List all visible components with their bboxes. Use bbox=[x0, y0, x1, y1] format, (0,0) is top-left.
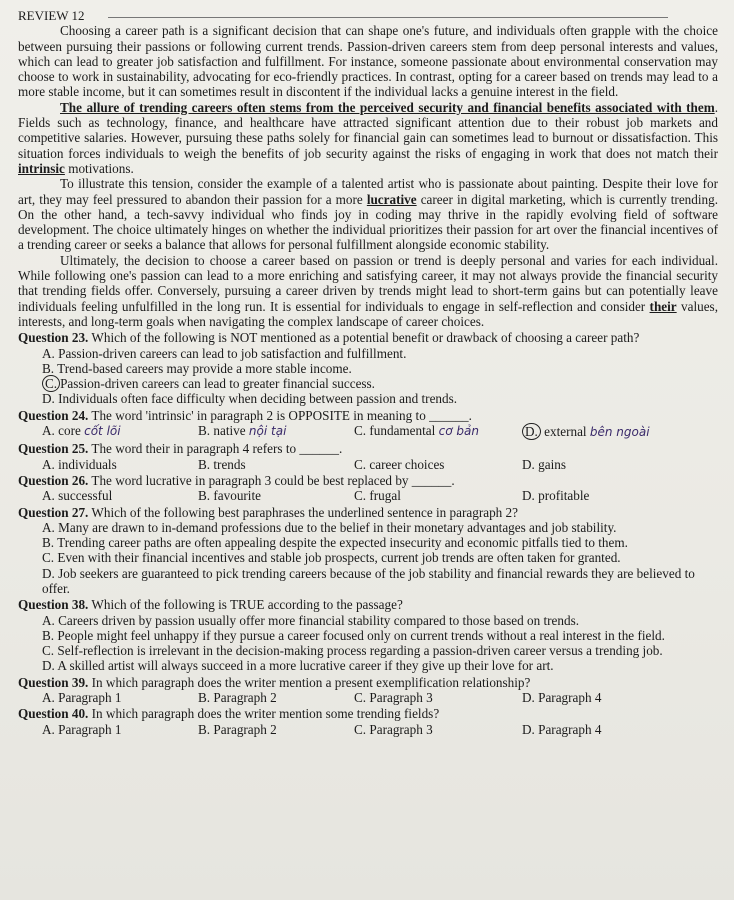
reading-passage bbox=[18, 23, 718, 329]
option-a[interactable]: A. Paragraph 1 bbox=[42, 690, 122, 706]
question-text: The word their in paragraph 4 refers to ______. bbox=[88, 441, 343, 457]
option-a[interactable]: A. successful bbox=[42, 488, 113, 504]
option-c[interactable] bbox=[18, 376, 718, 391]
question-number: Question 24. bbox=[18, 407, 89, 423]
option-a[interactable]: A. individuals bbox=[42, 456, 117, 472]
option-a[interactable] bbox=[42, 423, 198, 440]
question-26 bbox=[18, 473, 718, 504]
option-a[interactable]: A. Paragraph 1 bbox=[42, 721, 122, 737]
option-c[interactable]: C. Paragraph 3 bbox=[354, 690, 433, 706]
question-number: Question 27. bbox=[18, 504, 89, 520]
option-b[interactable]: B. favourite bbox=[198, 488, 261, 504]
options-row bbox=[18, 457, 718, 472]
option-b[interactable]: B. Trending career paths are often appealing despite the expected insecurity and economic pitfalls tied to them. bbox=[42, 535, 628, 551]
handwritten-note: nội tại bbox=[248, 424, 287, 439]
options-row bbox=[18, 423, 718, 440]
handwritten-note: bên ngoài bbox=[589, 425, 650, 440]
paragraph-4 bbox=[18, 253, 718, 329]
page-header bbox=[18, 8, 718, 23]
question-25 bbox=[18, 441, 718, 472]
option-d[interactable]: D. Job seekers are guaranteed to pick trending careers because of the job stability and financial rewards they are believed to offer. bbox=[42, 565, 695, 596]
paragraph-2-text: . Fields such as technology, finance, and healthcare have attracted significant attention due to their robust job markets and competitive salaries. However, pursuing these paths solely for financial gain can sometimes lead to burnout or dissatisfaction. This situation forces individuals to weigh the benefits of job security against the risks of engaging in work that does not match their bbox=[18, 99, 718, 161]
question-text: The word 'intrinsic' in paragraph 2 is OPPOSITE in meaning to ______. bbox=[88, 407, 472, 423]
question-number: Question 40. bbox=[18, 706, 89, 722]
page-title: REVIEW 12 bbox=[18, 8, 85, 23]
option-d[interactable] bbox=[522, 423, 650, 440]
option-c[interactable]: C. career choices bbox=[354, 456, 445, 472]
options-row bbox=[18, 690, 718, 705]
question-27 bbox=[18, 505, 718, 597]
option-a[interactable]: A. Many are drawn to in-demand professions due to the belief in their monetary advantages and job stability. bbox=[42, 519, 617, 535]
option-a[interactable]: A. Passion-driven careers can lead to job satisfaction and fulfillment. bbox=[42, 345, 407, 361]
underlined-sentence: The allure of trending careers often stems from the perceived security and financial benefits associated with them bbox=[60, 99, 715, 115]
question-text: Which of the following is TRUE according to the passage? bbox=[88, 597, 403, 613]
question-24 bbox=[18, 408, 718, 441]
circled-answer-mark: D. bbox=[522, 423, 541, 440]
option-a-text: A. core bbox=[42, 423, 81, 439]
question-38 bbox=[18, 597, 718, 673]
option-d-text: external bbox=[544, 424, 587, 440]
paragraph-4-text: Ultimately, the decision to choose a career based on passion or trend is deeply personal and varies for each individual. While following one's passion can lead to a more enriching and satisfying career, it may not always provide the financial security that trending fields offer. Conversely, pursuing a career driven by trends might lead to short-term gains but can potentially leave individuals feeling unfulfilled in the long run. It is essential for individuals to engage in self-reflection and consider bbox=[18, 252, 718, 314]
word-lucrative: lucrative bbox=[366, 191, 417, 207]
question-23 bbox=[18, 330, 718, 406]
paragraph-3 bbox=[18, 176, 718, 252]
question-number: Question 25. bbox=[18, 441, 89, 457]
option-c-text: Passion-driven careers can lead to greater financial success. bbox=[60, 376, 375, 392]
question-number: Question 38. bbox=[18, 597, 89, 613]
handwritten-note: cốt lõi bbox=[84, 424, 121, 439]
question-text: Which of the following is NOT mentioned as a potential benefit or drawback of choosing a career path? bbox=[88, 330, 640, 346]
option-c[interactable]: C. Even with their financial incentives and stable job prospects, current job trends are often taken for granted. bbox=[42, 550, 621, 566]
option-d[interactable]: D. Paragraph 4 bbox=[522, 721, 602, 737]
option-c[interactable]: C. Paragraph 3 bbox=[354, 721, 433, 737]
option-a[interactable]: A. Careers driven by passion usually offer more financial stability compared to those based on trends. bbox=[42, 612, 580, 628]
paragraph-4-end: values, interests, and long-term goals when navigating the complex landscape of career choices. bbox=[18, 298, 718, 329]
option-d[interactable]: D. A skilled artist will always succeed in a more lucrative career if they give up their love for art. bbox=[42, 658, 554, 674]
option-d[interactable]: D. Paragraph 4 bbox=[522, 690, 602, 706]
question-number: Question 26. bbox=[18, 472, 89, 488]
option-b[interactable] bbox=[198, 423, 354, 440]
question-text: Which of the following best paraphrases the underlined sentence in paragraph 2? bbox=[88, 504, 519, 520]
paragraph-1: Choosing a career path is a significant decision that can shape one's future, and individuals often grapple with the choice between pursuing their passions or following current trends. Passion-driven careers stem from deep personal interests and values, which can lead to greater job satisfaction and fulfillment. For instance, someone passionate about environmental conservation may choose to work in sustainability, advocating for eco-friendly practices. In contrast, opting for a career based on trends may lead to a more stable income, but it can sometimes result in discontent if the individual lacks a genuine interest in the field. bbox=[18, 23, 718, 100]
paragraph-2-end: motivations. bbox=[64, 160, 134, 176]
option-c[interactable]: C. frugal bbox=[354, 488, 401, 504]
option-d[interactable]: D. Individuals often face difficulty when deciding between passion and trends. bbox=[42, 391, 458, 407]
question-text: In which paragraph does the writer mention some trending fields? bbox=[88, 706, 440, 722]
option-b[interactable]: B. Paragraph 2 bbox=[198, 690, 277, 706]
header-rule bbox=[108, 17, 668, 18]
options-row bbox=[18, 488, 718, 503]
option-b[interactable]: B. People might feel unhappy if they pursue a career focused only on current trends without a real interest in the field. bbox=[42, 627, 665, 643]
option-b[interactable]: B. Trend-based careers may provide a more stable income. bbox=[42, 360, 352, 376]
circled-answer-mark: C. bbox=[42, 375, 60, 392]
option-d[interactable]: D. gains bbox=[522, 456, 566, 472]
option-c[interactable] bbox=[354, 423, 522, 440]
question-number: Question 39. bbox=[18, 674, 89, 690]
option-b[interactable]: B. trends bbox=[198, 456, 246, 472]
handwritten-note: cơ bản bbox=[438, 424, 479, 439]
word-their: their bbox=[649, 298, 677, 314]
option-b[interactable]: B. Paragraph 2 bbox=[198, 721, 277, 737]
question-text: In which paragraph does the writer mention a present exemplification relationship? bbox=[88, 674, 531, 690]
paragraph-3-text: To illustrate this tension, consider the example of a talented artist who is passionate about painting. Despite their love for art, they may feel pressured to abandon their passion for a more bbox=[18, 176, 718, 207]
question-39 bbox=[18, 675, 718, 706]
option-d[interactable]: D. profitable bbox=[522, 488, 590, 504]
option-b-text: B. native bbox=[198, 423, 246, 439]
paragraph-2 bbox=[18, 100, 718, 176]
option-c[interactable]: C. Self-reflection is irrelevant in the decision-making process regarding a passion-driven career versus a trending job. bbox=[42, 643, 663, 659]
option-c-text: C. fundamental bbox=[354, 423, 436, 439]
question-text: The word lucrative in paragraph 3 could be best replaced by ______. bbox=[88, 472, 455, 488]
question-40 bbox=[18, 706, 718, 737]
paragraph-3-end: career in digital marketing, which is currently trending. On the other hand, a tech-savvy individual who finds joy in coding may thrive in the rapidly evolving field of software development. The choice ultimately hinges on whether the individual prioritizes their passion for art over the financial incentives of a trending career or seeks a balance that allows for personal fulfillment alongside economic stability. bbox=[18, 191, 719, 253]
options-row bbox=[18, 722, 718, 737]
question-number: Question 23. bbox=[18, 330, 89, 346]
word-intrinsic: intrinsic bbox=[18, 160, 65, 176]
